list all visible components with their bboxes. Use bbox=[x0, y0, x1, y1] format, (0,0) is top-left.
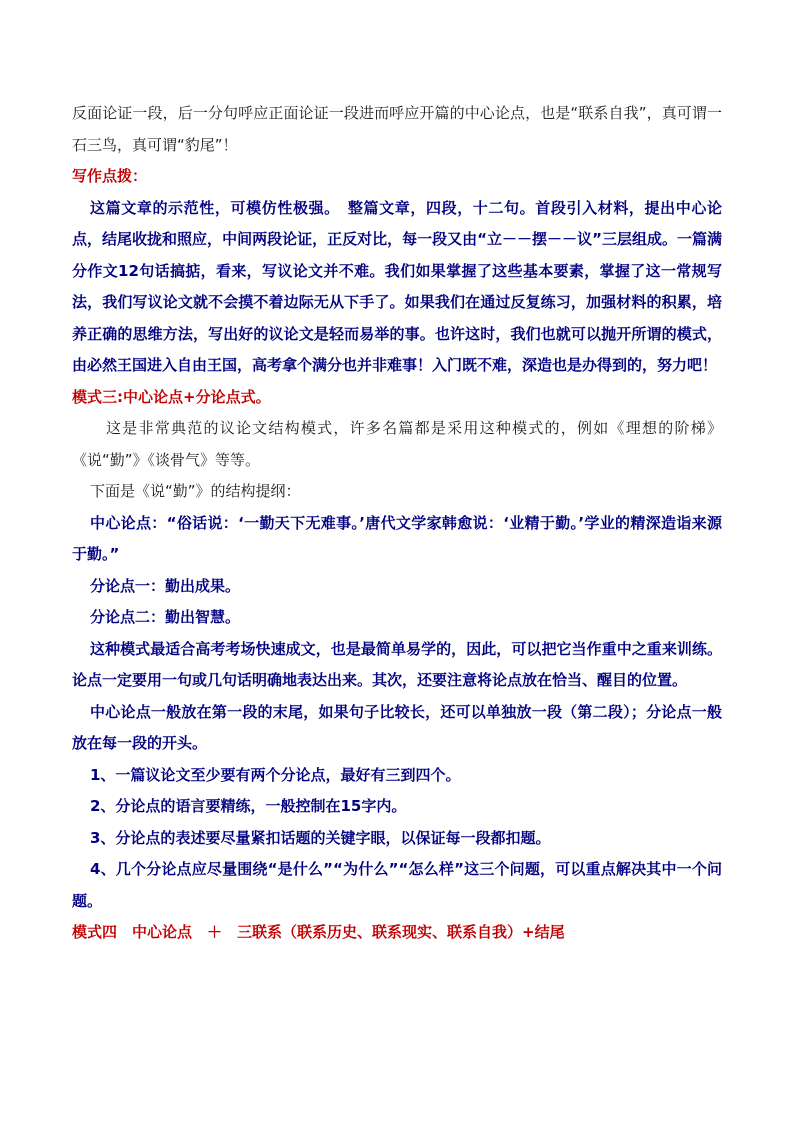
paragraph-writing-tips: 这篇文章的示范性，可模仿性极强。 整篇文章，四段，十二句。首段引入材料，提出中心论点，结尾收拢和照应，中间两段论证，正反对比，每一段又由“立－－摆－－议”三层组成。一篇满分作文12句话搞掂，看来，写议论文并不难。我们如果掌握了这些基本要素，掌握了这一常规写法，我们写议论文就不会摸不着边际无从下手了。如果我们在通过反复练习，加强材料的积累，培养正确的思维方法，写出好的议论文是轻而易举的事。也许这时，我们也就可以抛开所谓的模式，由必然王国进入自由王国，高考拿个满分也并非难事！入门既不难，深造也是办得到的，努力吧！ bbox=[72, 198, 722, 374]
paragraph-outline-intro: 下面是《说“勤”》的结构提纲： bbox=[90, 482, 301, 500]
paragraph-pattern-three-intro: 这是非常典范的议论文结构模式，许多名篇都是采用这种模式的，例如《理想的阶梯》《说“勤”》《谈骨气》等等。 bbox=[72, 419, 722, 469]
heading-pattern-three: 模式三:中心论点+分论点式。 bbox=[72, 387, 271, 406]
paragraph-pattern-suitability: 这种模式最适合高考考场快速成文，也是最简单易学的，因此，可以把它当作重中之重来训练。论点一定要用一句或几句话明确地表达出来。其次，还要注意将论点放在恰当、醒目的位置。 bbox=[72, 639, 722, 689]
list-item-rule-1: 1、一篇议论文至少要有两个分论点，最好有三到四个。 bbox=[90, 765, 461, 784]
paragraph-conclusion-analysis: 反面论证一段，后一分句呼应正面论证一段进而呼应开篇的中心论点，也是“联系自我”，真可谓一石三鸟，真可谓“豹尾”！ bbox=[72, 104, 722, 154]
document-page bbox=[72, 98, 722, 949]
paragraph-argument-placement: 中心论点一般放在第一段的末尾，如果句子比较长，还可以单独放一段（第二段）；分论点一般放在每一段的开头。 bbox=[72, 702, 722, 752]
heading-pattern-four: 模式四 中心论点 ＋ 三联系（联系历史、联系现实、联系自我）+结尾 bbox=[72, 923, 565, 941]
list-item-rule-4: 4、几个分论点应尽量围绕“是什么”“为什么”“怎么样”这三个问题，可以重点解决其中一个问题。 bbox=[72, 860, 722, 910]
list-item-rule-3: 3、分论点的表述要尽量紧扣话题的关键字眼，以保证每一段都扣题。 bbox=[90, 828, 551, 847]
paragraph-central-argument: 中心论点：“俗话说：‘一勤天下无难事。’唐代文学家韩愈说：‘业精于勤。’学业的精深造诣来源于勤。” bbox=[72, 513, 722, 563]
paragraph-sub-argument-two: 分论点二：勤出智慧。 bbox=[90, 608, 241, 626]
heading-writing-tips: 写作点拨： bbox=[72, 167, 148, 185]
list-item-rule-2: 2、分论点的语言要精练，一般控制在15字内。 bbox=[90, 797, 407, 815]
paragraph-sub-argument-one: 分论点一：勤出成果。 bbox=[90, 576, 241, 595]
